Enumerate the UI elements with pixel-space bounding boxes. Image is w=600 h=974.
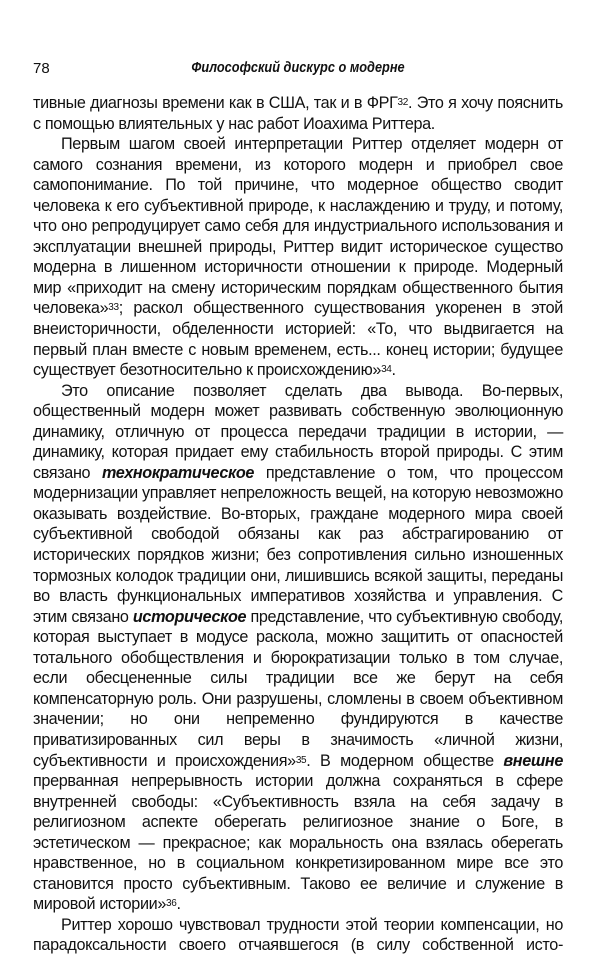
text-run: Это описание позволяет сделать два вывода. Во-первых, общественный модерн может развивать собственную эволюционную динамику, отличную от процесса передачи традиции в истории, — динамику, которая придает ему стабильность второй природы. С этим связано [33, 381, 563, 482]
text-run: тивные диагнозы времени как в США, так и в ФРГ [33, 94, 398, 112]
running-title: Философский дискурс о модерне [191, 60, 405, 76]
page-number: 78 [33, 60, 50, 77]
paragraph [33, 134, 563, 381]
text-run: прерванная непрерывность истории должна сохраняться в сфере внутренней свободы: «Субъективность взяла на себя задачу в религиозном аспекте оберегать религиозное знание о Боге, в эстетическом — прекрасное; как моральность она взялась оберегать нравственное, но в социальном конкретизированном мире все это становится просто субъективным. Таково ее величие и служение в мировой истории» [33, 772, 563, 914]
text-run: . Это я хочу пояснить с помощью влиятельных у нас работ Иоахима Риттера. [33, 94, 563, 133]
body-text [33, 93, 563, 956]
footnote-ref[interactable]: 35 [295, 754, 307, 766]
text-run: представление, что субъективную свободу, которая выступает в модусе раскола, можно защитить от опасностей тотального обобществления и бюрократизации только в том случае, если обесцененные силы традиции все же берут на себя компенсаторную роль. Они разрушены, сломлены в своем объективном значении; но они непременно фундируются в качестве приватизированных сил веры в значимость «личной жизни, субъективности и происхождения» [33, 607, 563, 770]
emphasis: внешне [503, 751, 563, 770]
text-run: Первым шагом своей интерпретации Риттер отделяет модерн от самого сознания времени, из которого модерн и приобрел свое самопонимание. По той причине, что модерное общество сводит человека к его субъективной природе, к наслаждению и труду, и потому, что оно репродуцирует само себя для индустриального использования и эксплуатации внешней природы, Риттер видит историческое существо модерна в лишенном историчности отношении к природе. Модерный мир «приходит на смену историческим порядкам общественного бытия человека» [33, 135, 563, 318]
text-run: . [391, 361, 396, 380]
emphasis: технократическое [101, 463, 255, 482]
text-run: . В модерном обществе [306, 751, 504, 770]
text-run: Риттер хорошо чувствовал трудности этой теории компенсации, но парадоксальности своего отчаявшегося (в силу собственной исто- [33, 915, 563, 955]
text-run: представление о том, что процессом модернизации управляет непреложность вещей, на которую невозможно оказывать воздействие. Во-вторых, граждане модерного мира своей субъективной свободой обязаны как раз абстрагированию от исторических порядков жизни; без сопротивления сильно изношенных тормозных колодок традиции они, лишившись всякой защиты, переданы во власть функциональных императивов хозяйства и управления. С этим связано [33, 463, 564, 626]
page-header [33, 60, 563, 82]
paragraph [33, 381, 563, 915]
emphasis: историческое [132, 607, 247, 626]
footnote-ref[interactable]: 33 [108, 302, 119, 314]
text-run: . [176, 895, 181, 914]
footnote-ref[interactable]: 32 [397, 97, 408, 108]
footnote-ref[interactable]: 36 [166, 898, 177, 910]
footnote-ref[interactable]: 34 [381, 364, 392, 376]
paragraph-continuation [33, 93, 563, 134]
paragraph [33, 915, 563, 956]
text-run: ; раскол общественного существования укоренен в этой внеисторичности, обделенности историей: «То, что выдвигается на первый план вместе с новым временем, есть... конец истории; будущее существует безотносительно к происхождению» [33, 299, 563, 380]
